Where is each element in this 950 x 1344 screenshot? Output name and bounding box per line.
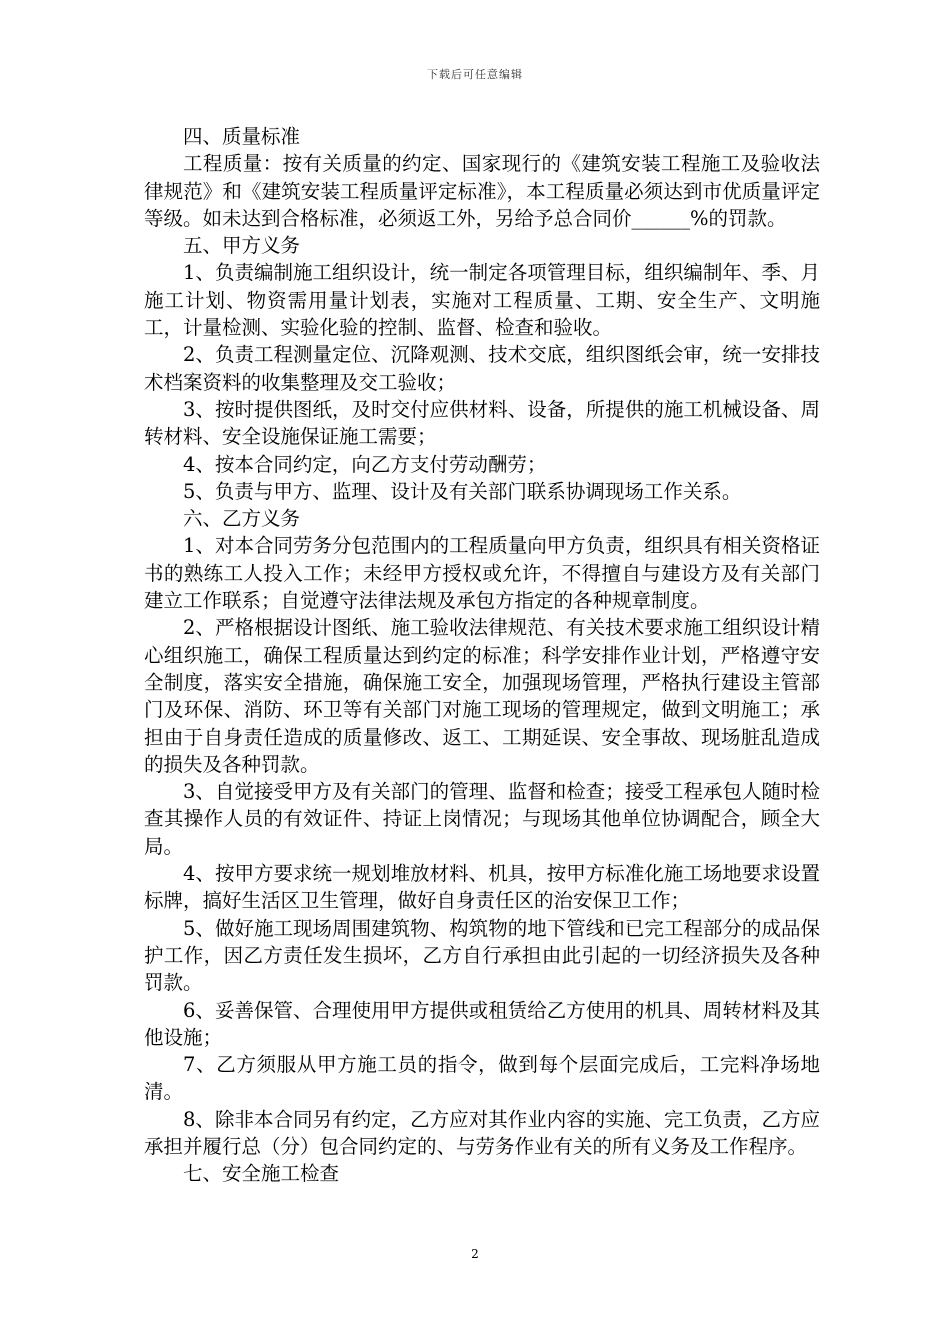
party-a-item-4: 4、按本合同约定，向乙方支付劳动酬劳；	[183, 452, 547, 476]
party-a-item-1: 1、负责编制施工组织设计，统一制定各项管理目标，组织编制年、季、月施工计划、物资需用量计划表，实施对工程质量、工期、安全生产、文明施工，计量检测、实验化验的控制、监督、检查和验收。	[144, 261, 820, 340]
paragraph-quality-clause: 工程质量：按有关质量的约定、国家现行的《建筑安装工程施工及验收法律规范》和《建筑安装工程质量评定标准》，本工程质量必须达到市优质量评定等级。如未达到合格标准，必须返工外，另给予总合同价______%的罚款。	[144, 152, 820, 230]
page-number: 2	[471, 1247, 479, 1261]
party-b-item-7: 7、乙方须服从甲方施工员的指令，做到每个层面完成后，工完料净场地清。	[144, 1053, 820, 1104]
section-heading-safety-inspection: 七、安全施工检查	[183, 1162, 340, 1186]
party-b-item-5: 5、做好施工现场周围建筑物、构筑物的地下管线和已完工程部分的成品保护工作，因乙方责任发生损坏，乙方自行承担由此引起的一切经济损失及各种罚款。	[144, 916, 820, 995]
section-heading-quality-standard: 四、质量标准	[183, 125, 301, 148]
page-header: 下载后可任意编辑	[427, 68, 523, 81]
party-a-item-2: 2、负责工程测量定位、沉降观测、技术交底，组织图纸会审，统一安排技术档案资料的收集整理及交工验收；	[144, 343, 820, 394]
party-b-item-8: 8、除非本合同另有约定，乙方应对其作业内容的实施、完工负责，乙方应承担并履行总（分）包合同约定的、与劳务作业有关的所有义务及工作程序。	[144, 1107, 820, 1158]
party-b-item-6: 6、妥善保管、合理使用甲方提供或租赁给乙方使用的机具、周转材料及其他设施；	[144, 998, 820, 1049]
party-a-item-3: 3、按时提供图纸，及时交付应供材料、设备，所提供的施工机械设备、周转材料、安全设施保证施工需要；	[144, 397, 820, 449]
section-heading-party-a-obligations: 五、甲方义务	[183, 234, 301, 258]
party-b-item-4: 4、按甲方要求统一规划堆放材料、机具，按甲方标准化施工场地要求设置标牌，搞好生活区卫生管理，做好自身责任区的治安保卫工作；	[144, 862, 820, 913]
party-b-item-3: 3、自觉接受甲方及有关部门的管理、监督和检查；接受工程承包人随时检查其操作人员的有效证件、持证上岗情况；与现场其他单位协调配合，顾全大局。	[144, 780, 820, 858]
party-a-item-5: 5、负责与甲方、监理、设计及有关部门联系协调现场工作关系。	[183, 479, 742, 503]
section-heading-party-b-obligations: 六、乙方义务	[183, 507, 301, 531]
party-b-item-2: 2、严格根据设计图纸、施工验收法律规范、有关技术要求施工组织设计精心组织施工，确保工程质量达到约定的标准；科学安排作业计划，严格遵守安全制度，落实安全措施，确保施工安全，加强现场管理，严格执行建设主管部门及环保、消防、环卫等有关部门对施工现场的管理规定，做到文明施工；承担由于自身责任造成的质量修改、返工、工期延误、安全事故、现场脏乱造成的损失及各种罚款。	[144, 616, 820, 776]
party-b-item-1: 1、对本合同劳务分包范围内的工程质量向甲方负责，组织具有相关资格证书的熟练工人投入工作；未经甲方授权或允许，不得擅自与建设方及有关部门建立工作联系；自觉遵守法律法规及承包方指定的各种规章制度。	[144, 534, 820, 613]
document-body	[144, 123, 820, 1188]
